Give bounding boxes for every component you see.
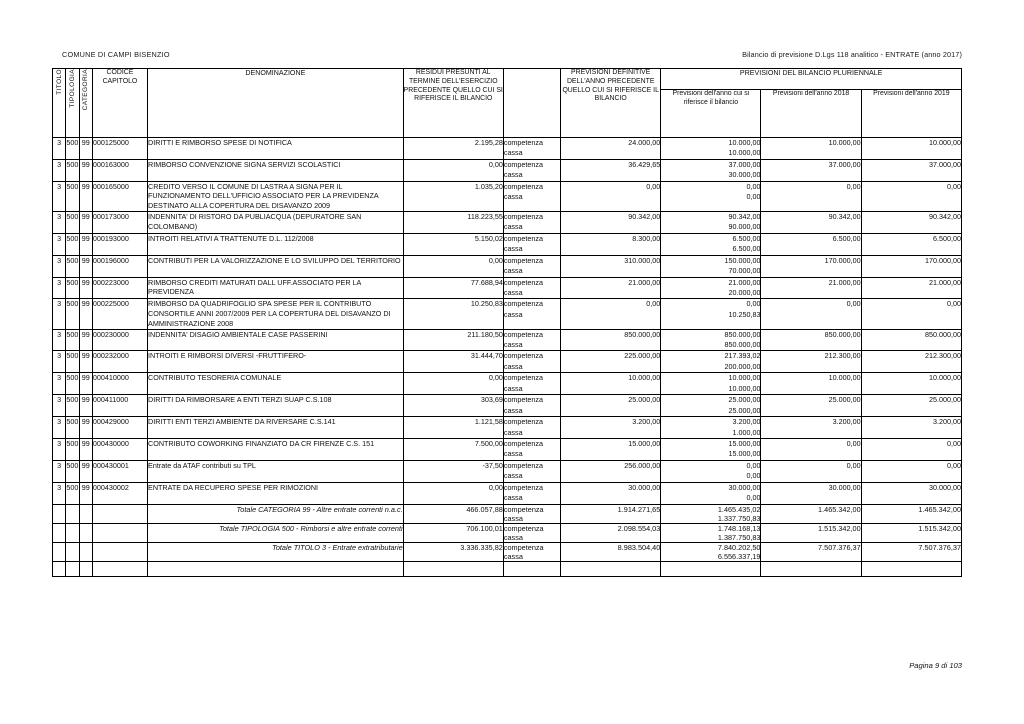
cell-denominazione: RIMBORSO CONVENZIONE SIGNA SERVIZI SCOLASTICI: [148, 159, 404, 181]
cell-tipologia: 500: [66, 482, 79, 504]
cell-codice-capitolo: 000230000: [92, 329, 147, 351]
cell-codice-capitolo: 000163000: [92, 159, 147, 181]
cell-previsioni-definitive: 0,00: [561, 181, 661, 211]
cell-anno-2018: 850.000,00: [761, 329, 861, 351]
cell-titolo: 3: [53, 482, 66, 504]
cell-tipologia: 500: [66, 211, 79, 233]
cell-total-pad-2: [66, 523, 79, 542]
cell-categoria: 99: [79, 395, 92, 417]
table-row: [53, 373, 962, 395]
table-row: [53, 159, 962, 181]
cell-anno-corrente: 3.200,00 1.000,00: [661, 417, 761, 439]
cell-anno-2019: 850.000,00: [861, 329, 961, 351]
cell-denominazione: CONTRIBUTI PER LA VALORIZZAZIONE E LO SVILUPPO DEL TERRITORIO: [148, 255, 404, 277]
cell-competenza-cassa-labels: competenza cassa: [503, 299, 560, 329]
table-body: [53, 138, 962, 577]
cell-denominazione: DIRITTI DA RIMBORSARE A ENTI TERZI SUAP C.S.108: [148, 395, 404, 417]
cell-previsioni-definitive: 21.000,00: [561, 277, 661, 299]
cell-previsioni-definitive: 850.000,00: [561, 329, 661, 351]
cell-anno-2019: 6.500,00: [861, 233, 961, 255]
cell-codice-capitolo: 000411000: [92, 395, 147, 417]
cell-total-anno-2019: 1.515.342,00: [861, 523, 961, 542]
cell-residui: 77.688,94: [403, 277, 503, 299]
cell-total-anno-corrente: 1.748.168,13 1.387.750,83: [661, 523, 761, 542]
cell-anno-2018: 10.000,00: [761, 138, 861, 160]
cell-categoria: 99: [79, 438, 92, 460]
cell-denominazione: CONTRIBUTO COWORKING FINANZIATO DA CR FIRENZE C.S. 151: [148, 438, 404, 460]
cell-tipologia: 500: [66, 329, 79, 351]
cell-categoria: 99: [79, 211, 92, 233]
cell-anno-corrente: 15.000,00 15.000,00: [661, 438, 761, 460]
cell-categoria: 99: [79, 138, 92, 160]
cell-total-anno-corrente: 7.840.202,50 6.556.337,19: [661, 542, 761, 561]
cell-tipologia: 500: [66, 255, 79, 277]
cell-filler: [79, 561, 92, 576]
cell-previsioni-definitive: 225.000,00: [561, 351, 661, 373]
cell-categoria: 99: [79, 329, 92, 351]
cell-residui: 1.035,20: [403, 181, 503, 211]
col-codice-capitolo-header: CODICE CAPITOLO: [92, 69, 147, 138]
total-row: [53, 523, 962, 542]
cell-anno-corrente: 10.000,00 10.000,00: [661, 373, 761, 395]
cell-residui: 5.150,02: [403, 233, 503, 255]
col-tipologia-header: TIPOLOGIA: [66, 69, 79, 138]
cell-anno-2019: 10.000,00: [861, 373, 961, 395]
cell-filler: [561, 561, 661, 576]
cell-categoria: 99: [79, 159, 92, 181]
cell-total-residui: 466.057,88: [403, 504, 503, 523]
cell-titolo: 3: [53, 417, 66, 439]
cell-anno-corrente: 30.000,00 0,00: [661, 482, 761, 504]
cell-anno-corrente: 25.000,00 25.000,00: [661, 395, 761, 417]
cell-total-anno-2019: 7.507.376,37: [861, 542, 961, 561]
cell-anno-2019: 3.200,00: [861, 417, 961, 439]
cell-total-anno-2019: 1.465.342,00: [861, 504, 961, 523]
cell-residui: 7.500,00: [403, 438, 503, 460]
cell-tipologia: 500: [66, 373, 79, 395]
cell-titolo: 3: [53, 329, 66, 351]
cell-total-pad-4: [92, 523, 147, 542]
cell-previsioni-definitive: 8.300,00: [561, 233, 661, 255]
col-categoria-header: CATEGORIA: [79, 69, 92, 138]
cell-codice-capitolo: 000232000: [92, 351, 147, 373]
cell-anno-corrente: 217.393,02 200.000,00: [661, 351, 761, 373]
cell-total-residui: 3.336.335,82: [403, 542, 503, 561]
cell-total-label: Totale CATEGORIA 99 - Altre entrate correnti n.a.c.: [148, 504, 404, 523]
cell-previsioni-definitive: 25.000,00: [561, 395, 661, 417]
cell-residui: 1.121,58: [403, 417, 503, 439]
cell-total-anno-corrente: 1.465.435,02 1.337.750,83: [661, 504, 761, 523]
header-report-title: Bilancio di previsione D.Lgs 118 analitico - ENTRATE (anno 2017): [742, 50, 962, 59]
page-header: [62, 50, 962, 59]
cell-anno-corrente: 0,00 0,00: [661, 460, 761, 482]
cell-anno-corrente: 37.000,00 30.000,00: [661, 159, 761, 181]
cell-denominazione: ENTRATE DA RECUPERO SPESE PER RIMOZIONI: [148, 482, 404, 504]
cell-tipologia: 500: [66, 395, 79, 417]
cell-residui: -37,50: [403, 460, 503, 482]
col-anno-2019-header: Previsioni dell'anno 2019: [861, 90, 961, 138]
cell-anno-2019: 37.000,00: [861, 159, 961, 181]
cell-anno-2019: 90.342,00: [861, 211, 961, 233]
cell-tipologia: 500: [66, 299, 79, 329]
cell-filler: [403, 561, 503, 576]
col-titolo-header: TITOLO: [53, 69, 66, 138]
cell-competenza-cassa-labels: competenza cassa: [503, 395, 560, 417]
cell-total-previsioni-definitive: 1.914.271,65: [561, 504, 661, 523]
cell-categoria: 99: [79, 373, 92, 395]
cell-anno-corrente: 6.500,00 6.500,00: [661, 233, 761, 255]
cell-filler: [503, 561, 560, 576]
table-filler-row: [53, 561, 962, 576]
cell-total-pad-2: [66, 504, 79, 523]
table-row: [53, 233, 962, 255]
table-row: [53, 181, 962, 211]
cell-anno-2019: 170.000,00: [861, 255, 961, 277]
cell-anno-2018: 0,00: [761, 460, 861, 482]
cell-total-pad-4: [92, 542, 147, 561]
cell-anno-2018: 6.500,00: [761, 233, 861, 255]
table-row: [53, 438, 962, 460]
cell-total-pad-3: [79, 504, 92, 523]
cell-anno-2018: 90.342,00: [761, 211, 861, 233]
cell-anno-2018: 10.000,00: [761, 373, 861, 395]
cell-anno-corrente: 150.000,00 70.000,00: [661, 255, 761, 277]
cell-total-pad-1: [53, 504, 66, 523]
cell-titolo: 3: [53, 255, 66, 277]
cell-titolo: 3: [53, 373, 66, 395]
cell-codice-capitolo: 000196000: [92, 255, 147, 277]
cell-tipologia: 500: [66, 277, 79, 299]
cell-competenza-cassa-labels: competenza cassa: [503, 233, 560, 255]
cell-residui: 10.250,83: [403, 299, 503, 329]
cell-tipologia: 500: [66, 438, 79, 460]
cell-anno-2018: 212.300,00: [761, 351, 861, 373]
cell-filler: [53, 561, 66, 576]
cell-anno-corrente: 850.000,00 850.000,00: [661, 329, 761, 351]
cell-denominazione: DIRITTI ENTI TERZI AMBIENTE DA RIVERSARE C.S.141: [148, 417, 404, 439]
cell-titolo: 3: [53, 351, 66, 373]
cell-codice-capitolo: 000429000: [92, 417, 147, 439]
cell-titolo: 3: [53, 159, 66, 181]
cell-filler: [661, 561, 761, 576]
cell-titolo: 3: [53, 233, 66, 255]
cell-previsioni-definitive: 36.429,65: [561, 159, 661, 181]
cell-filler: [92, 561, 147, 576]
cell-total-residui: 706.100,01: [403, 523, 503, 542]
cell-codice-capitolo: 000125000: [92, 138, 147, 160]
cell-titolo: 3: [53, 138, 66, 160]
cell-total-anno-2018: 7.507.376,37: [761, 542, 861, 561]
cell-total-pad-2: [66, 542, 79, 561]
budget-table: [52, 68, 962, 577]
cell-filler: [761, 561, 861, 576]
cell-previsioni-definitive: 15.000,00: [561, 438, 661, 460]
table-row: [53, 299, 962, 329]
cell-anno-corrente: 0,00 10.250,83: [661, 299, 761, 329]
table-row: [53, 138, 962, 160]
cell-residui: 118.223,55: [403, 211, 503, 233]
cell-denominazione: INTROITI RELATIVI A TRATTENUTE D.L. 112/2008: [148, 233, 404, 255]
table-row: [53, 329, 962, 351]
cell-anno-2019: 0,00: [861, 438, 961, 460]
cell-residui: 0,00: [403, 482, 503, 504]
cell-residui: 0,00: [403, 255, 503, 277]
cell-codice-capitolo: 000430002: [92, 482, 147, 504]
cell-denominazione: CONTRIBUTO TESORERIA COMUNALE: [148, 373, 404, 395]
cell-competenza-cassa-labels: competenza cassa: [503, 277, 560, 299]
cell-previsioni-definitive: 310.000,00: [561, 255, 661, 277]
cell-denominazione: RIMBORSO DA QUADRIFOGLIO SPA SPESE PER IL CONTRIBUTO CONSORTILE ANNI 2007/2009 PER LA COPERTURA DEL DISAVANZO DI AMMINISTRAZIONE 2008: [148, 299, 404, 329]
cell-codice-capitolo: 000173000: [92, 211, 147, 233]
cell-denominazione: RIMBORSO CREDITI MATURATI DALL UFF.ASSOCIATO PER LA PREVIDENZA: [148, 277, 404, 299]
cell-total-pad-1: [53, 542, 66, 561]
cell-titolo: 3: [53, 299, 66, 329]
cell-total-pad-3: [79, 542, 92, 561]
cell-competenza-cassa-labels: competenza cassa: [503, 138, 560, 160]
cell-filler: [861, 561, 961, 576]
cell-residui: 31.444,70: [403, 351, 503, 373]
cell-titolo: 3: [53, 438, 66, 460]
cell-total-previsioni-definitive: 2.098.554,03: [561, 523, 661, 542]
col-residui-header: RESIDUI PRESUNTI AL TERMINE DELL'ESERCIZIO PRECEDENTE QUELLO CUI SI RIFERISCE IL BILANCIO: [403, 69, 503, 138]
cell-previsioni-definitive: 256.000,00: [561, 460, 661, 482]
cell-anno-2018: 30.000,00: [761, 482, 861, 504]
cell-denominazione: INTROITI E RIMBORSI DIVERSI -FRUTTIFERO-: [148, 351, 404, 373]
cell-titolo: 3: [53, 211, 66, 233]
cell-denominazione: INDENNITA' DI RISTORO DA PUBLIACQUA (DEPURATORE SAN COLOMBANO): [148, 211, 404, 233]
cell-anno-2019: 21.000,00: [861, 277, 961, 299]
table-row: [53, 482, 962, 504]
cell-anno-2019: 0,00: [861, 181, 961, 211]
cell-anno-2019: 212.300,00: [861, 351, 961, 373]
cell-tipologia: 500: [66, 138, 79, 160]
page-number: Pagina 9 di 103: [909, 661, 962, 670]
cell-denominazione: DIRITTI E RIMBORSO SPESE DI NOTIFICA: [148, 138, 404, 160]
cell-categoria: 99: [79, 482, 92, 504]
cell-competenza-cassa-labels: competenza cassa: [503, 159, 560, 181]
cell-tipologia: 500: [66, 351, 79, 373]
cell-anno-2019: 0,00: [861, 460, 961, 482]
cell-previsioni-definitive: 90.342,00: [561, 211, 661, 233]
cell-residui: 0,00: [403, 373, 503, 395]
cell-anno-2018: 0,00: [761, 438, 861, 460]
table-row: [53, 417, 962, 439]
table-head: [53, 69, 962, 138]
cell-total-anno-2018: 1.465.342,00: [761, 504, 861, 523]
cell-codice-capitolo: 000223000: [92, 277, 147, 299]
cell-codice-capitolo: 000430001: [92, 460, 147, 482]
col-anno-2018-header: Previsioni dell'anno 2018: [761, 90, 861, 138]
cell-competenza-cassa-labels: competenza cassa: [503, 351, 560, 373]
col-anno-corrente-header: Previsioni dell'anno cui si riferisce il bilancio: [661, 90, 761, 138]
cell-previsioni-definitive: 10.000,00: [561, 373, 661, 395]
cell-titolo: 3: [53, 181, 66, 211]
cell-anno-2018: 3.200,00: [761, 417, 861, 439]
cell-residui: 211.180,50: [403, 329, 503, 351]
cell-residui: 0,00: [403, 159, 503, 181]
table-row: [53, 460, 962, 482]
cell-categoria: 99: [79, 351, 92, 373]
cell-anno-2019: 25.000,00: [861, 395, 961, 417]
table-row: [53, 351, 962, 373]
cell-total-label: Totale TITOLO 3 - Entrate extratributarie: [148, 542, 404, 561]
col-denominazione-header: DENOMINAZIONE: [148, 69, 404, 138]
cell-total-pad-4: [92, 504, 147, 523]
cell-competenza-cassa-labels: competenza cassa: [503, 255, 560, 277]
cell-competenza-cassa-labels: competenza cassa: [503, 211, 560, 233]
cell-tipologia: 500: [66, 233, 79, 255]
cell-codice-capitolo: 000430000: [92, 438, 147, 460]
cell-anno-corrente: 0,00 0,00: [661, 181, 761, 211]
cell-tipologia: 500: [66, 181, 79, 211]
table-row: [53, 255, 962, 277]
cell-anno-2019: 0,00: [861, 299, 961, 329]
col-spacer-header: [503, 69, 560, 138]
cell-total-label: Totale TIPOLOGIA 500 - Rimborsi e altre entrate correnti: [148, 523, 404, 542]
cell-previsioni-definitive: 0,00: [561, 299, 661, 329]
cell-previsioni-definitive: 24.000,00: [561, 138, 661, 160]
total-row: [53, 542, 962, 561]
cell-categoria: 99: [79, 299, 92, 329]
cell-denominazione: Entrate da ATAF contributi su TPL: [148, 460, 404, 482]
table-row: [53, 277, 962, 299]
cell-titolo: 3: [53, 277, 66, 299]
cell-categoria: 99: [79, 233, 92, 255]
cell-anno-2018: 37.000,00: [761, 159, 861, 181]
cell-denominazione: CREDITO VERSO IL COMUNE DI LASTRA A SIGNA PER IL FUNZIONAMENTO DELL'UFFICIO ASSOCIATO PER LA PREVIDENZA DESTINATO ALLA COPERTURA DEL DISAVANZO 2009: [148, 181, 404, 211]
total-row: [53, 504, 962, 523]
table-row: [53, 395, 962, 417]
cell-anno-2018: 0,00: [761, 299, 861, 329]
cell-competenza-cassa-labels: competenza cassa: [503, 417, 560, 439]
cell-total-competenza-cassa-labels: competenza cassa: [503, 504, 560, 523]
cell-competenza-cassa-labels: competenza cassa: [503, 373, 560, 395]
cell-categoria: 99: [79, 255, 92, 277]
col-previsioni-definitive-header: PREVISIONI DEFINITIVE DELL'ANNO PRECEDENTE QUELLO CUI SI RIFERISCE IL BILANCIO: [561, 69, 661, 138]
cell-anno-2018: 170.000,00: [761, 255, 861, 277]
cell-tipologia: 500: [66, 417, 79, 439]
table-row: [53, 211, 962, 233]
cell-codice-capitolo: 000225000: [92, 299, 147, 329]
cell-tipologia: 500: [66, 460, 79, 482]
cell-anno-2018: 25.000,00: [761, 395, 861, 417]
cell-denominazione: INDENNITA' DISAGIO AMBIENTALE CASE PASSERINI: [148, 329, 404, 351]
cell-total-previsioni-definitive: 8.983.504,40: [561, 542, 661, 561]
cell-anno-corrente: 90.342,00 90.000,00: [661, 211, 761, 233]
cell-total-pad-3: [79, 523, 92, 542]
cell-residui: 303,69: [403, 395, 503, 417]
cell-anno-2019: 10.000,00: [861, 138, 961, 160]
cell-previsioni-definitive: 30.000,00: [561, 482, 661, 504]
cell-codice-capitolo: 000410000: [92, 373, 147, 395]
cell-tipologia: 500: [66, 159, 79, 181]
cell-total-pad-1: [53, 523, 66, 542]
cell-previsioni-definitive: 3.200,00: [561, 417, 661, 439]
cell-anno-corrente: 10.000,00 10.000,00: [661, 138, 761, 160]
cell-anno-corrente: 21.000,00 20.000,00: [661, 277, 761, 299]
cell-filler: [66, 561, 79, 576]
header-row-top: [53, 69, 962, 90]
cell-total-competenza-cassa-labels: competenza cassa: [503, 523, 560, 542]
cell-filler: [148, 561, 404, 576]
header-entity-name: COMUNE DI CAMPI BISENZIO: [62, 50, 170, 59]
col-pluriennale-header: PREVISIONI DEL BILANCIO PLURIENNALE: [661, 69, 962, 90]
cell-competenza-cassa-labels: competenza cassa: [503, 438, 560, 460]
cell-codice-capitolo: 000165000: [92, 181, 147, 211]
cell-total-anno-2018: 1.515.342,00: [761, 523, 861, 542]
cell-categoria: 99: [79, 460, 92, 482]
cell-competenza-cassa-labels: competenza cassa: [503, 482, 560, 504]
cell-titolo: 3: [53, 395, 66, 417]
cell-competenza-cassa-labels: competenza cassa: [503, 181, 560, 211]
cell-total-competenza-cassa-labels: competenza cassa: [503, 542, 560, 561]
cell-residui: 2.195,28: [403, 138, 503, 160]
cell-anno-2018: 0,00: [761, 181, 861, 211]
cell-titolo: 3: [53, 460, 66, 482]
cell-categoria: 99: [79, 417, 92, 439]
cell-anno-2018: 21.000,00: [761, 277, 861, 299]
cell-competenza-cassa-labels: competenza cassa: [503, 329, 560, 351]
cell-competenza-cassa-labels: competenza cassa: [503, 460, 560, 482]
cell-codice-capitolo: 000193000: [92, 233, 147, 255]
cell-categoria: 99: [79, 181, 92, 211]
cell-categoria: 99: [79, 277, 92, 299]
cell-anno-2019: 30.000,00: [861, 482, 961, 504]
